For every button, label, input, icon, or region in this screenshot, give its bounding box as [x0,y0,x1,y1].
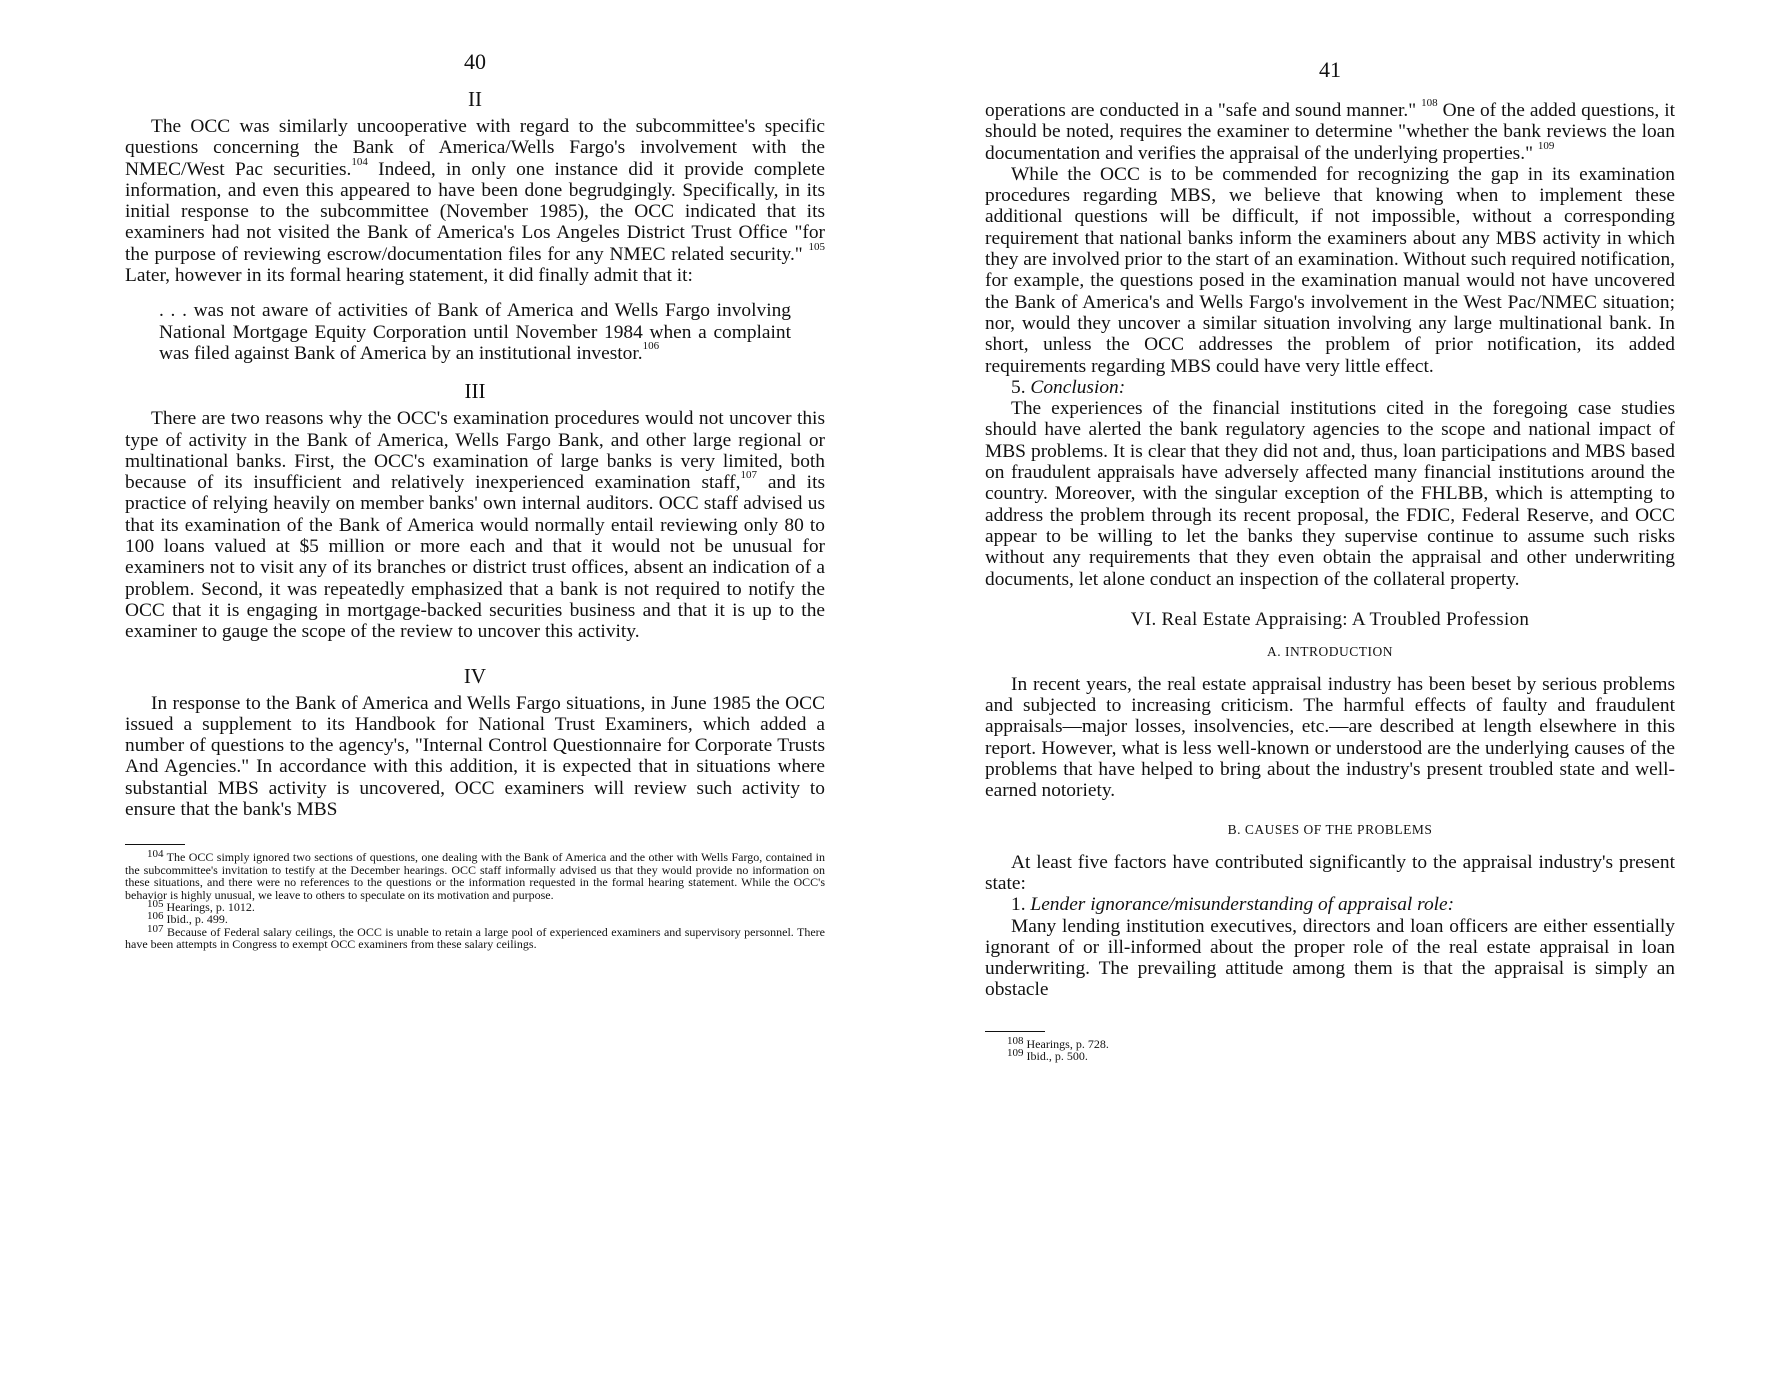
paragraph: At least five factors have contributed significantly to the appraisal industry's present state: [985,851,1675,894]
item-number: 5. [1011,376,1026,398]
paragraph-text: There are two reasons why the OCC's examination procedures would not uncover this type of activity in the Bank of America, Wells Fargo Bank, and other large regional or multinational banks. First, the OCC's examination of large banks is very limited, both because of its insufficient and relatively inexperienced examination staff, [125,408,825,494]
footnote [985,1047,1675,1064]
paragraph: The experiences of the financial institutions cited in the foregoing case studies should have alerted the bank regulatory agencies to the scope and national impact of MBS problems. It is clear that they did not and, thus, loan participations and MBS based on fraudulent appraisals have adversely affected many financial institutions around the country. Moreover, with the singular exception of the FHLBB, which is attempting to address the problem through its recent proposal, the FDIC, Federal Reserve, and OCC appear to be willing to let the banks they supervise continue to assume such risks without any requirements that they even obtain the appraisal and other underwriting documents, let alone conduct an inspection of the collateral property. [985,398,1675,590]
left-page [125,0,825,951]
footnote-number: 108 [1007,1034,1024,1047]
paragraph-text: One of the added questions, it should be noted, requires the examiner to determine "whether the bank reviews the loan documentation and verifies the appraisal of the underlying properties." [985,100,1676,164]
subsection-heading-a: A. INTRODUCTION [1267,643,1393,659]
footnote [125,848,825,902]
footnote-text: Ibid., p. 499. [166,912,228,927]
footnote-number: 106 [147,910,164,923]
section-heading-iii: III [464,379,486,404]
section-heading-vi: VI. Real Estate Appraising: A Troubled Profession [1130,608,1530,630]
footnote-ref: 108 [1421,97,1438,109]
paragraph-text: The OCC was similarly uncooperative with regard to the subcommittee's specific questions concerning the Bank of America/Wells Fargo's involvement with the NMEC/West Pac securities. [125,116,825,180]
footnote [125,897,825,914]
paragraph-text: and its practice of relying heavily on member banks' own internal auditors. OCC staff advised us that its examination of the Bank of America would normally entail reviewing only 80 to 100 loans valued at $5 million or more each and that it would not be unusual for examiners not to visit any of its branches or district trust offices, absent an indication of a problem. Second, it was repeatedly emphasized that a bank is not required to notify the OCC that it is engaging in mortgage-backed securities business and that it is up to the examiner to gauge the scope of the review to uncover this activity. [125,472,826,643]
section-heading-iv: IV [463,663,487,688]
footnote-text: The OCC simply ignored two sections of questions, one dealing with the Bank of America and the other with Wells Fargo, contained in the subcommittee's invitation to testify at the December hearings. OCC staff informally advised us that they would provide no information on these situations, and there were no references to the questions or the information requested in the formal hearing statement. While the OCC's behavior is highly unusual, we leave to others to speculate on its motivation and purpose. [125,850,825,902]
footnote-text: Hearings, p. 728. [1026,1036,1109,1051]
footnote-ref: 109 [1537,139,1555,152]
footnote-number: 107 [147,922,164,935]
subsection-heading-b: B. CAUSES OF THE PROBLEMS [1227,821,1433,837]
paragraph-text: operations are conducted in a "safe and sound manner." [985,100,1417,121]
item-label: Lender ignorance/misunderstanding of appraisal role: [1030,894,1455,916]
footnote-ref: 106 [642,339,660,352]
paragraph: While the OCC is to be commended for recognizing the gap in its examination procedures regarding MBS, we believe that knowing when to implement these additional questions will be difficult, if not impossible, without a corresponding requirement that national banks inform the examiners about any MBS activity in which they are involved prior to the start of an examination. Without such required notification, for example, the questions posed in the examination manual would not have uncovered the Bank of America's and Wells Fargo's involvement in the West Pac/NMEC situation; nor, would they uncover a similar situation involving any large multinational bank. In short, unless the OCC addresses the problem of prior notification, its added requirements regarding MBS could have very little effect. [985,163,1675,377]
footnote-text: Ibid., p. 500. [1026,1049,1088,1064]
section-heading-ii: II [468,87,482,111]
list-item-heading [985,894,1675,915]
paragraph-iv: In response to the Bank of America and Wells Fargo situations, in June 1985 the OCC issued a supplement to its Handbook for National Trust Examiners, which added a number of questions to the agency's, "Internal Control Questionnaire for Corporate Trusts And Agencies." In accordance with this addition, it is expected that in situations where substantial MBS activity is uncovered, OCC examiners will review such activity to ensure that the bank's MBS [125,692,825,821]
conclusion-heading [985,377,1675,398]
footnote-ref: 105 [808,240,825,253]
footnote-text: Hearings, p. 1012. [166,899,255,914]
item-number: 1. [1011,894,1026,916]
quote-text: . . . was not aware of activities of Bank of America and Wells Fargo involving National Mortgage Equity Corporation until November 1984 when a complaint was filed against Bank of America by an institutional investor. [159,300,791,364]
footnote-number: 104 [147,848,164,861]
item-label: Conclusion: [1030,376,1126,398]
footnote-divider [125,844,185,845]
block-quote [159,300,791,364]
footnote-ref: 104 [351,155,368,168]
paragraph: In recent years, the real estate appraisal industry has been beset by serious problems and subjected to increasing criticism. The harmful effects of faulty and fraudulent appraisals—major losses, insolvencies, etc.—are described at length elsewhere in this report. However, what is less well-known or understood are the underlying causes of the problems that have helped to bring about the industry's present troubled state and well-earned notoriety. [985,673,1675,802]
page-number: 40 [464,49,486,74]
paragraph-ii [125,116,825,286]
footnote [985,1034,1675,1051]
footnote-number: 105 [147,897,164,910]
page-number: 41 [1319,57,1341,82]
footnote [125,922,825,952]
paragraph [985,97,1676,164]
right-page [985,0,1675,1063]
footnote-text: Because of Federal salary ceilings, the OCC is unable to retain a large pool of experienced examiners and supervisory personnel. There have been attempts in Congress to exempt OCC examiners from these salary ceilings. [125,924,825,952]
footnote-number: 109 [1007,1047,1024,1060]
footnote-divider [985,1031,1045,1032]
paragraph-text: Indeed, in only one instance did it provide complete information, and even this appeared to have been done begrudgingly. Specifically, in its initial response to the subcommittee (November 1985), the OCC indicated that its examiners had not visited the Bank of America's Los Angeles District Trust Office "for the purpose of reviewing escrow/documentation files for any NMEC related security." [125,158,826,265]
footnote-ref: 107 [740,469,757,482]
paragraph-iii [125,408,825,642]
paragraph: Many lending institution executives, directors and loan officers are either essentially ignorant of or ill-informed about the proper role of the real estate appraisal in loan underwriting. The prevailing attitude among them is that the appraisal is simply an obstacle [985,915,1675,1001]
paragraph-text: Later, however in its formal hearing statement, it did finally admit that it: [125,265,693,287]
